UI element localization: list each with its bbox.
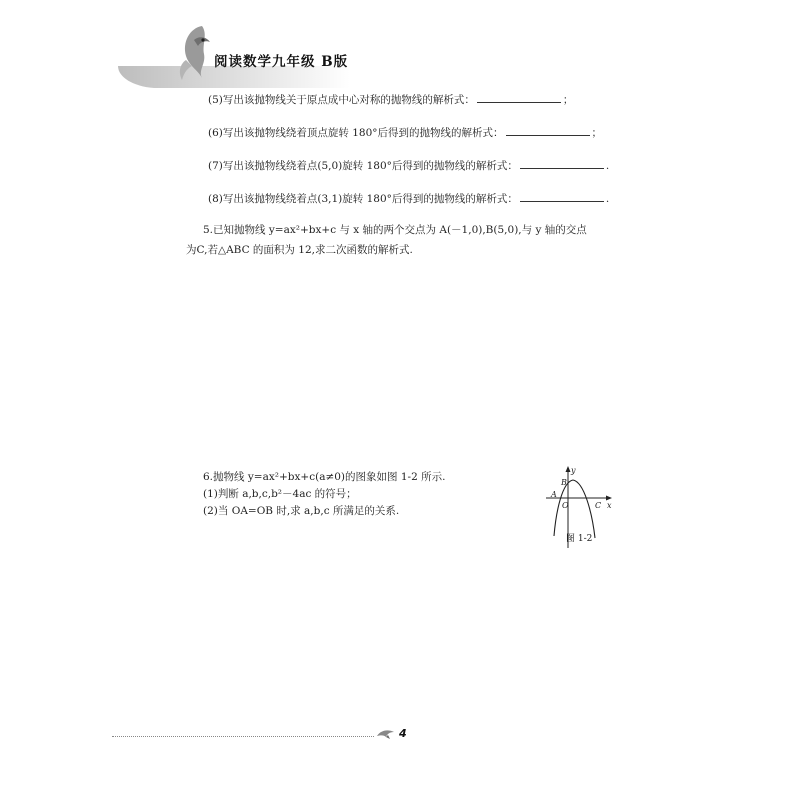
label-c: C [595, 501, 602, 510]
answer-blank[interactable] [477, 91, 561, 103]
question-4-7 [208, 157, 609, 173]
question-end: ； [562, 94, 574, 106]
question-5-line-2: 为C,若△ABC 的面积为 12,求二次函数的解析式. [186, 244, 413, 256]
dolphin-footer-icon [376, 726, 396, 740]
question-text: (5)写出该抛物线关于原点成中心对称的抛物线的解析式： [208, 94, 475, 106]
question-end: . [605, 193, 610, 205]
label-x: x [607, 501, 612, 510]
question-text: (7)写出该抛物线绕着点(5,0)旋转 180°后得到的抛物线的解析式： [208, 160, 518, 172]
question-4-8 [208, 190, 609, 206]
question-text: (8)写出该抛物线绕着点(3,1)旋转 180°后得到的抛物线的解析式： [208, 193, 518, 205]
page-number: 4 [399, 727, 407, 740]
question-6-part-2: (2)当 OA=OB 时,求 a,b,c 所满足的关系. [203, 505, 400, 517]
question-6-line-1: 6.抛物线 y=ax²+bx+c(a≠0)的图象如图 1-2 所示. [203, 471, 446, 483]
dolphin-logo-icon [172, 20, 220, 88]
page-header [110, 18, 350, 90]
answer-blank[interactable] [520, 190, 604, 202]
question-5-line-1: 5.已知抛物线 y=ax²+bx+c 与 x 轴的两个交点为 A(－1,0),B(5,0),与 y 轴的交点 [203, 224, 587, 236]
y-axis-arrow [566, 466, 571, 472]
question-4-5 [208, 91, 573, 107]
question-6-part-1: (1)判断 a,b,c,b²－4ac 的符号； [203, 488, 357, 500]
question-text: (6)写出该抛物线绕着顶点旋转 180°后得到的抛物线的解析式： [208, 127, 504, 139]
answer-blank[interactable] [506, 124, 590, 136]
question-end: . [605, 160, 610, 172]
x-axis-arrow [606, 496, 612, 501]
label-b: B [561, 478, 567, 487]
label-a: A [551, 490, 557, 499]
answer-blank[interactable] [520, 157, 604, 169]
label-o: O [562, 501, 569, 510]
question-end: ； [591, 127, 603, 139]
book-title: 阅读数学九年级 B版 [214, 54, 349, 70]
question-4-6 [208, 124, 602, 140]
footer-dotted-rule [112, 736, 374, 737]
figure-caption: 图 1-2 [566, 534, 593, 544]
parabola-curve [554, 480, 595, 538]
label-y: y [571, 466, 576, 475]
